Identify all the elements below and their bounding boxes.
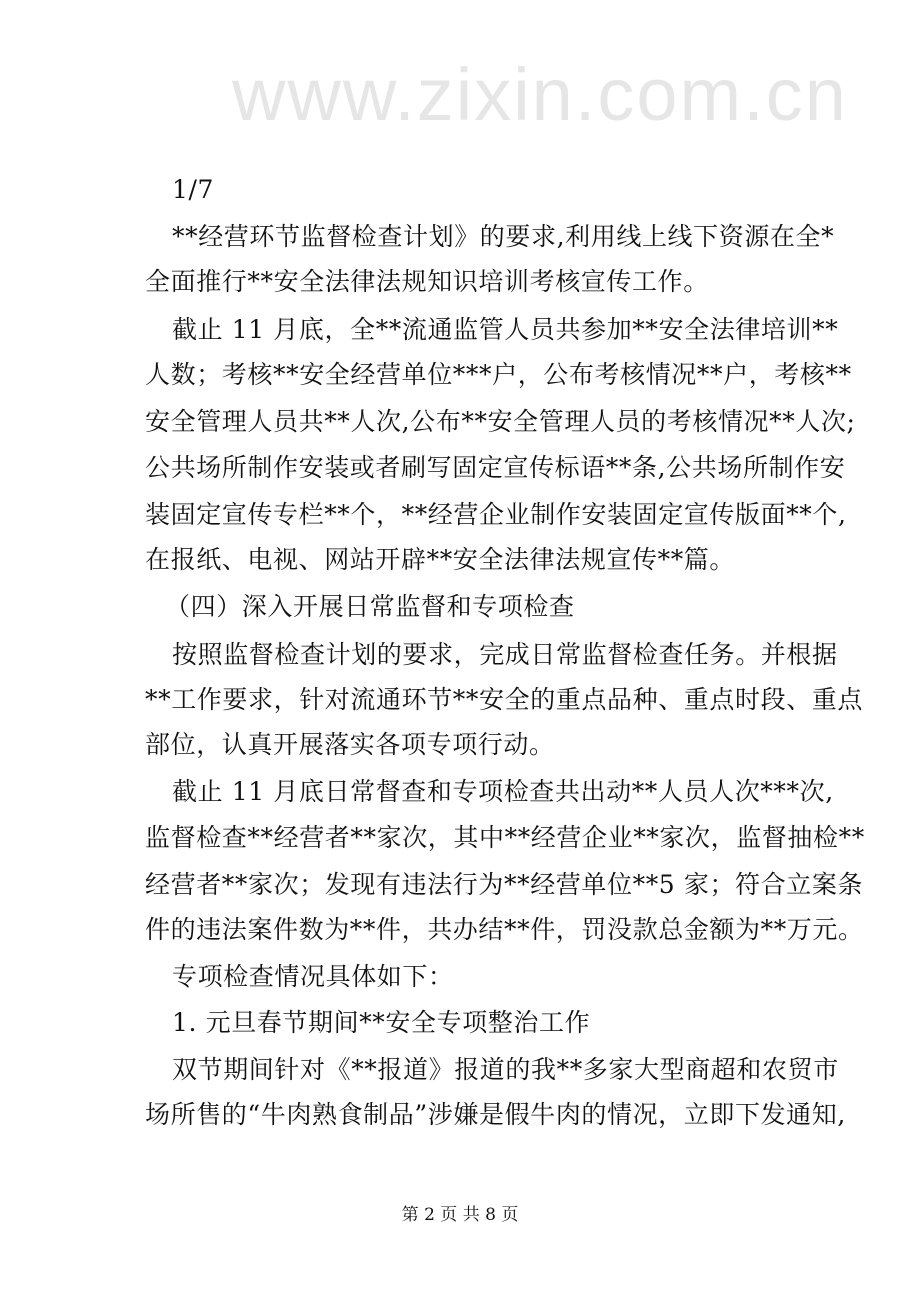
text-line: 安全管理人员共**人次,公布**安全管理人员的考核情况**人次; [145,407,856,436]
text-line: 专项检查情况具体如下： [172,962,454,991]
text-line: 按照监督检查计划的要求，完成日常监督检查任务。并根据 [172,640,838,669]
text-line: 场所售的“牛肉熟食制品”涉嫌是假牛肉的情况，立即下发通知, [145,1100,846,1129]
section-heading: （四）深入开展日常监督和专项检查 [165,592,575,621]
text-line: 双节期间针对《**报道》报道的我**多家大型商超和农贸市 [172,1055,839,1084]
list-item-heading: 1. 元旦春节期间**安全专项整治工作 [172,1008,591,1037]
text-line: 公共场所制作安装或者刷写固定宣传标语**条,公共场所制作安 [145,453,846,482]
text-line: 在报纸、电视、网站开辟**安全法律法规宣传**篇。 [145,545,736,574]
text-line: **经营环节监督检查计划》的要求,利用线上线下资源在全* [172,222,835,251]
text-line: 监督检查**经营者**家次，其中**经营企业**家次，监督抽检** [145,823,865,852]
text-line: 件的违法案件数为**件，共办结**件，罚没款总金额为**万元。 [145,915,864,944]
page-footer: 第 2 页 共 8 页 [401,1205,519,1225]
text-line: 装固定宣传专栏**个，**经营企业制作安装固定宣传版面**个, [145,500,847,529]
text-line: 部位，认真开展落实各项专项行动。 [145,730,555,759]
text-line: 经营者**家次；发现有违法行为**经营单位**5 家；符合立案条 [145,870,864,899]
text-line: 截止 11 月底，全**流通监管人员共参加**安全法律培训** [172,315,839,344]
text-line: 截止 11 月底日常督查和专项检查共出动**人员人次***次, [172,777,834,806]
watermark: www.zixin.com.cn [232,53,848,136]
text-line: 全面推行**安全法律法规知识培训考核宣传工作。 [145,267,709,296]
text-line: 人数；考核**安全经营单位***户，公布考核情况**户，考核** [145,360,852,389]
text-line: **工作要求，针对流通环节**安全的重点品种、重点时段、重点 [145,685,864,714]
page-fraction: 1/7 [172,175,215,204]
